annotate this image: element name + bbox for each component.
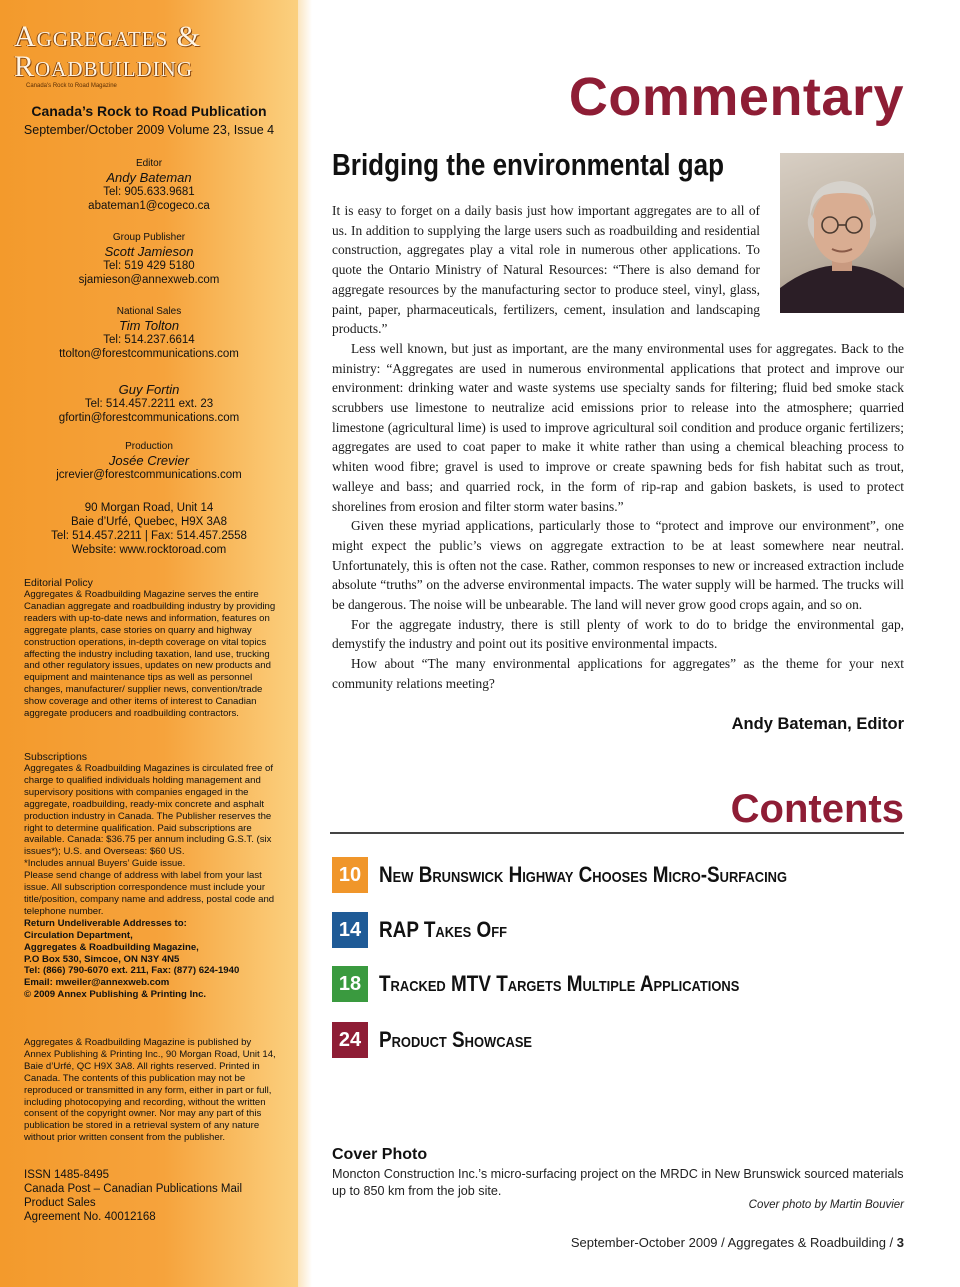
- author-signature: Andy Bateman, Editor: [731, 715, 904, 733]
- return-line: Email: mweiler@annexweb.com: [24, 977, 170, 989]
- toc-title: Tracked MTV Targets Multiple Applications: [379, 971, 740, 996]
- masthead-logo: [14, 22, 284, 89]
- staff-email: jcrevier@forestcommunications.com: [56, 469, 242, 481]
- page-footer: [571, 1235, 904, 1250]
- commentary-paragraph: It is easy to forget on a daily basis just how important aggregates are to all of us. In addition to supplying the large users such as roadbuilding and residential construction, aggregates play a vital role in numerous other applications. To quote the Ontario Ministry of Natural Resources: “There is also demand for aggregate resources by the manufacturing sector to produce steel, vinyl, glass, paint, paper, pharmaceuticals, fertilizers, cement, insulation and landscaping products.”: [332, 203, 760, 337]
- staff-tel: Tel: 905.633.9681: [103, 186, 195, 198]
- masthead-tagline: Canada's Rock to Road Magazine: [26, 83, 117, 89]
- address-line: Baie d’Urfé, Quebec, H9X 3A8: [71, 516, 227, 528]
- address-line: Tel: 514.457.2211 | Fax: 514.457.2558: [51, 530, 247, 542]
- masthead-line-2: Roadbuilding: [14, 50, 193, 83]
- toc-title: New Brunswick Highway Chooses Micro-Surfacing: [379, 862, 788, 887]
- toc-page-number: 18: [332, 966, 368, 1002]
- subscriptions-heading: Subscriptions: [24, 751, 88, 763]
- subscriptions-note: *Includes annual Buyers’ Guide issue.: [24, 858, 186, 870]
- cover-photo-heading: Cover Photo: [332, 1146, 428, 1163]
- editorial-policy: [24, 577, 279, 720]
- commentary-paragraph: Given these myriad applications, particularly those to “protect and improve our environment”, one might expect the public’s views on aggregate extraction to be at least somewhere near neutral. Unfortunately, this is often not the case. Rather, common responses to new or increased extraction include absolute “truths” on the adverse environmental impacts. The water supply will be harmed. The trucks will be dangerous. The noise will be unbearable. The land will never grow good crops again, and so on.: [332, 518, 904, 613]
- subscriptions-change: Please send change of address with label from your last issue. All subscription correspondence must include your title/position, company name and address, postal code and telephone number.: [24, 870, 275, 917]
- staff-name: Andy Bateman: [106, 170, 192, 185]
- issn-line: Product Sales: [24, 1197, 96, 1209]
- legal-text: Aggregates & Roadbuilding Magazine is published by Annex Publishing & Printing Inc., 90 Morgan Road, Unit 14, Baie d’Urfé, QC H9X 3A8. All rights reserved. Printed in Canada. The contents of this publication may not be reproduced or transmitted in any form, either in part or full, including photocopying and recording, without the written consent of the copyright owner. Nor may any part of this publication be stored in a retrieval system of any nature without prior written consent from the publisher.: [24, 1037, 276, 1144]
- contents-divider: [330, 832, 904, 834]
- commentary-body: [332, 201, 904, 694]
- editorial-policy-heading: Editorial Policy: [24, 577, 93, 589]
- staff-email: ttolton@forestcommunications.com: [59, 348, 239, 360]
- cover-photo-credit: Cover photo by Martin Bouvier: [748, 1199, 904, 1211]
- staff-email: abateman1@cogeco.ca: [88, 200, 210, 212]
- footer-text: September-October 2009 / Aggregates & Roadbuilding /: [570, 1235, 897, 1250]
- staff-email: sjamieson@annexweb.com: [78, 274, 220, 286]
- editorial-policy-text: Aggregates & Roadbuilding Magazine serves the entire Canadian aggregate and roadbuilding industry by providing readers with up-to-date news and information, features on aggregate plants, case stories on quarry and highway construction operations, in-depth coverage on vital topics affecting the industry including taxation, land use, trucking and other regulatory issues, updates on new products and equipment and maintenance tips as well as personnel changes, manufacturer/ supplier news, convention/trade show coverage and other items of interest to Canadian aggregate producers and roadbuilding contractors.: [24, 589, 276, 720]
- toc-title: Product Showcase: [379, 1027, 533, 1052]
- staff-name: Scott Jamieson: [104, 244, 194, 259]
- issn-block: [24, 1168, 284, 1224]
- return-heading: Return Undeliverable Addresses to:: [24, 917, 187, 929]
- subscriptions: [24, 751, 279, 1001]
- copyright-line: © 2009 Annex Publishing & Printing Inc.: [24, 989, 207, 1001]
- staff-email: gfortin@forestcommunications.com: [58, 412, 240, 424]
- sidebar-edge: [298, 0, 312, 1287]
- toc-page-number: 10: [332, 857, 368, 893]
- cover-photo-caption: Moncton Construction Inc.’s micro-surfacing project on the MRDC in New Brunswick sourced materials up to 850 km from the job site.: [332, 1167, 904, 1198]
- legal-notice: [24, 1037, 279, 1144]
- publication-tagline: Canada’s Rock to Road Publication: [31, 103, 267, 119]
- return-line: P.O Box 530, Simcoe, ON N3Y 4N5: [24, 953, 180, 965]
- subscriptions-text: Aggregates & Roadbuilding Magazines is circulated free of charge to qualified individuals holding management and supervisory positions with companies engaged in the aggregate, roadbuilding, ready-mix concrete and asphalt production industry in Canada. The Publisher reserves the right to determine qualification. Paid subscriptions are available. Canada: $36.75 per annum including G.S.T. (six issues*); U.S. and Overseas: $60 US.: [24, 763, 274, 858]
- staff-name: Tim Tolton: [118, 318, 180, 333]
- staff-tel: Tel: 514.457.2211 ext. 23: [84, 398, 214, 410]
- section-title-contents: Contents: [730, 787, 904, 831]
- staff-national-sales: [0, 306, 298, 361]
- staff-role: Editor: [135, 158, 163, 169]
- article-headline: Bridging the environmental gap: [332, 147, 725, 182]
- commentary-paragraph: Less well known, but just as important, are the many environmental uses for aggregates. Back to the ministry: “Aggregates are used in numerous environmental applications that protect and improve our environment: drinking water and waste systems use specialty sands for filtering; fluid bed smoke stack scrubbers use limestone to neutralize acid emissions prior to release into the atmosphere; quarried limestone (agricultural lime) is used to improve agricultural soil condition and produce organic fertilizers; aggregates are used to coat paper to make it white rather than using a chemical bleaching process to whiten wood fibre; gravel is used to improve or create spawning beds for fish habitat such as trout, walleye and bass; and quarried rock, in the form of rip-rap and gabion baskets, is used to protect shorelines from erosion and filter storm water basins.”: [332, 340, 904, 514]
- staff-tel: Tel: 519 429 5180: [103, 260, 195, 272]
- staff-production: [0, 441, 298, 482]
- issn-line: Canada Post – Canadian Publications Mail: [24, 1183, 242, 1195]
- staff-sales-2: [0, 382, 298, 425]
- staff-editor: [0, 158, 298, 213]
- issn-line: Agreement No. 40012168: [24, 1211, 156, 1223]
- commentary-paragraph: For the aggregate industry, there is still plenty of work to do to bridge the environmental gap, demystify the industry and point out its positive environmental impacts.: [332, 616, 904, 652]
- staff-tel: Tel: 514.237.6614: [103, 334, 195, 346]
- staff-group-publisher: [0, 232, 298, 287]
- toc-title: RAP Takes Off: [379, 917, 507, 942]
- page-number: 3: [896, 1235, 904, 1250]
- staff-name: Guy Fortin: [118, 382, 180, 397]
- return-line: Tel: (866) 790-6070 ext. 211, Fax: (877) 624-1940: [24, 965, 240, 977]
- staff-role: Production: [125, 441, 173, 452]
- toc-page-number: 14: [332, 912, 368, 948]
- issn-line: ISSN 1485-8495: [24, 1169, 110, 1181]
- commentary-paragraph: How about “The many environmental applications for aggregates” as the theme for your next community relations meeting?: [332, 656, 904, 691]
- staff-role: National Sales: [116, 306, 182, 317]
- publication-issue: September/October 2009 Volume 23, Issue 4: [23, 123, 275, 137]
- website-line: Website: www.rocktoroad.com: [71, 544, 227, 556]
- office-address: [0, 501, 298, 557]
- masthead-line-1: Aggregates &: [14, 20, 202, 53]
- staff-name: Josée Crevier: [108, 453, 190, 468]
- staff-role: Group Publisher: [112, 232, 186, 243]
- section-title-commentary: Commentary: [568, 67, 904, 127]
- return-line: Circulation Department,: [24, 929, 133, 941]
- return-line: Aggregates & Roadbuilding Magazine,: [24, 941, 199, 953]
- toc-page-number: 24: [332, 1022, 368, 1058]
- address-line: 90 Morgan Road, Unit 14: [84, 502, 214, 514]
